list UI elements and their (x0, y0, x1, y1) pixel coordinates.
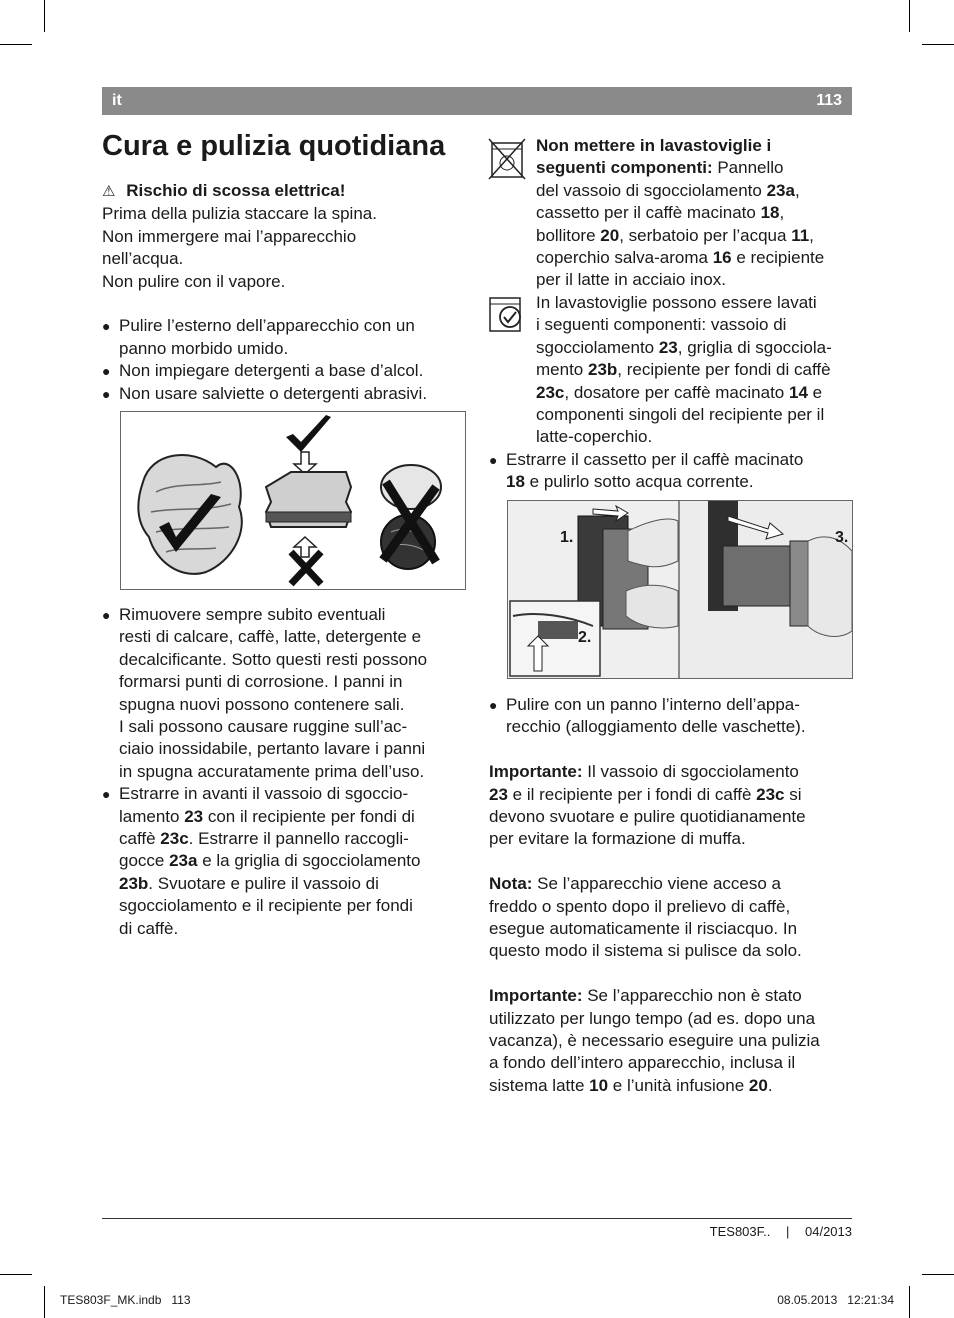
left-column (102, 180, 467, 405)
step-label: 3. (835, 529, 849, 546)
header-bar (102, 87, 852, 115)
right-column-lower: ● Pulire con un panno l’interno dell’appa- recchio (alloggiamento delle vaschette). Importante: Il vassoio di sgocciolamento 23 e il recipiente per i fondi di caffè 23c si devono svuotare e pulire quotidianamente per evitare la formazione di muffa. Nota: Se l’apparecchio viene acceso a freddo o spento dopo il prelievo di caffè, esegue automaticamente il risciacquo. In questo modo il sistema si pulisce da solo. Importante: Se l’apparecchio non è stato utilizzato per lungo tempo (ad es. dopo una vacanza), è necessario eseguire una pulizia a fondo dell’intero apparecchio, inclusa il sistema latte 10 e l’unità infusione 20. (489, 694, 854, 1097)
warning-icon: ⚠ (102, 183, 116, 200)
warning-line: Non immergere mai l’apparecchio (102, 226, 357, 246)
step-label: 2. (578, 629, 592, 646)
warning-heading (102, 180, 467, 203)
cloth-icon (138, 455, 241, 574)
list-item: ● Rimuovere sempre subito eventuali resti di calcare, caffè, latte, detergente e decalcificante. Sotto questi resti possono formarsi punti di corrosione. I panni in spugna nuovi possono contenere sali. I sali possono causare ruggine sull’ac- ciaio inossidabile, pertanto lavare i panni in spugna accuratamente prima dell’uso. (102, 604, 467, 783)
list-item: ● Pulire con un panno l’interno dell’appa- recchio (alloggiamento delle vaschette). (489, 694, 854, 739)
crop-mark (909, 0, 910, 32)
page-title: Cura e pulizia quotidiana (102, 130, 446, 162)
left-column-lower (102, 604, 467, 940)
footer-divider (102, 1218, 852, 1219)
warning-title: Rischio di scossa elettrica! (126, 181, 346, 200)
list-item: ● Estrarre il cassetto per il caffè macinato 18 e pulirlo sotto acqua corrente. (489, 449, 854, 494)
dishwasher-safe-text: In lavastoviglie possono essere lavati i seguenti componenti: vassoio di sgocciolamento 23, griglia di sgocciola- mento 23b, recipiente per fondi di caffè 23c, dosatore per caffè macinato 14 e componenti singoli del recipiente per il latte-coperchio. (536, 293, 832, 447)
cleaning-materials-figure (120, 411, 466, 590)
crop-mark (0, 1274, 32, 1275)
crop-mark (922, 44, 954, 45)
warning-line: Prima della pulizia staccare la spina. (102, 204, 377, 224)
list-item: ● Estrarre in avanti il vassoio di sgoccio- lamento 23 con il recipiente per fondi di caffè 23c. Estrarre il pannello raccogli- gocce 23a e la griglia di sgocciolamento 23b. Svuotare e pulire il vassoio di sgocciolamento e il recipiente per fondi di caffè. (102, 783, 467, 940)
crop-mark (922, 1274, 954, 1275)
no-dishwasher-icon (488, 137, 526, 186)
crop-mark (44, 1286, 45, 1318)
slug-right: 08.05.2013 12:21:34 (777, 1293, 894, 1307)
step-label: 1. (560, 529, 574, 546)
model-number: TES803F.. (709, 1224, 771, 1239)
no-dishwasher-text: Non mettere in lavastoviglie i seguenti componenti: Pannello del vassoio di sgocciolamento 23a, cassetto per il caffè macinato 18, bollitore 20, serbatoio per l’acqua 11, coperchio salva-aroma 16 e recipiente per il latte in acciaio inox. (536, 136, 825, 290)
crop-mark (909, 1286, 910, 1318)
warning-line: nell’acqua. (102, 249, 184, 269)
cassetto-bullet (489, 449, 854, 494)
crop-mark (0, 44, 32, 45)
footer-separator: | (785, 1224, 790, 1239)
dishwasher-safe-icon (488, 295, 526, 340)
slug-left: TES803F_MK.indb 113 (60, 1293, 191, 1307)
list-item: ● Non impiegare detergenti a base d’alcol. (102, 360, 467, 382)
warning-line: Non pulire con il vapore. (102, 271, 286, 291)
crop-mark (44, 0, 45, 32)
list-item: ● Non usare salviette o detergenti abrasivi. (102, 383, 467, 405)
page-number: 113 (816, 92, 842, 109)
check-icon (286, 415, 331, 452)
language-code: it (112, 92, 122, 109)
drawer-removal-figure (507, 500, 853, 679)
list-item: ● Pulire l’esterno dell’apparecchio con un panno morbido umido. (102, 315, 467, 360)
footer-date: 04/2013 (805, 1224, 852, 1239)
footer (710, 1224, 852, 1239)
